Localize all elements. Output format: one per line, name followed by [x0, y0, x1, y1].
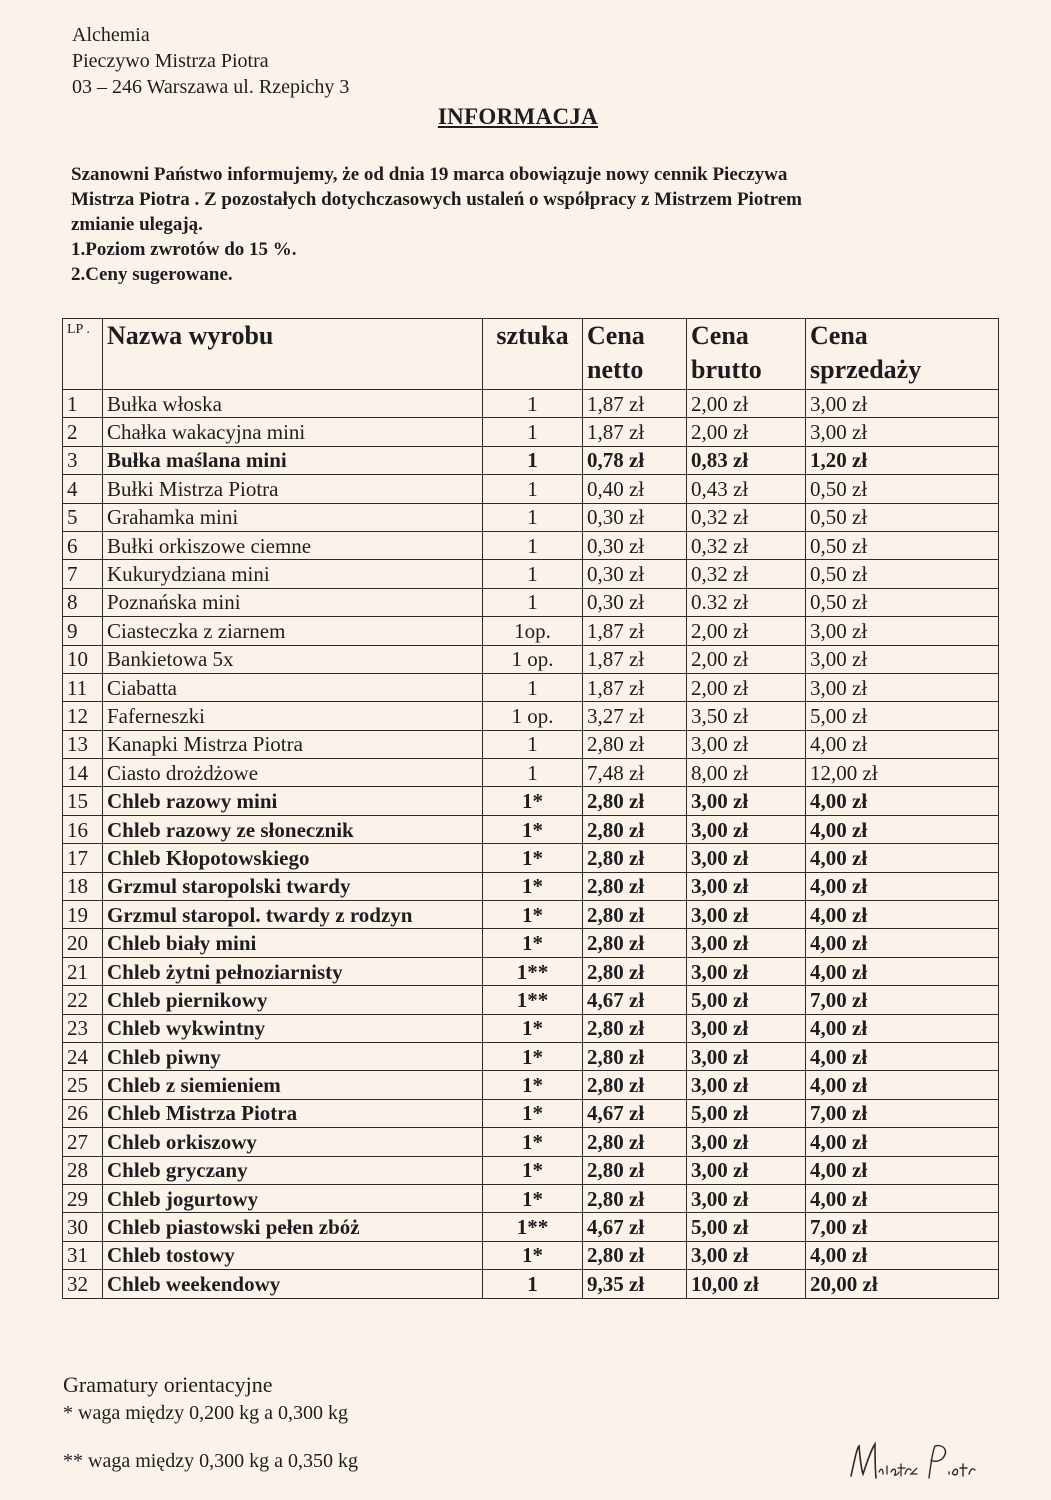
table-row [63, 1128, 999, 1156]
cell-lp: 32 [63, 1270, 103, 1298]
cell-name: Ciasteczka z ziarnem [103, 617, 483, 645]
table-row [63, 446, 999, 474]
cell-lp: 18 [63, 872, 103, 900]
cell-unit: 1** [483, 957, 583, 985]
cell-gross-price: 3,00 zł [687, 844, 806, 872]
cell-gross-price: 3,00 zł [687, 730, 806, 758]
cell-net-price: 0,30 zł [583, 560, 687, 588]
cell-net-price: 0,30 zł [583, 503, 687, 531]
cell-gross-price: 3,00 zł [687, 1128, 806, 1156]
cell-unit: 1 [483, 475, 583, 503]
cell-unit: 1* [483, 929, 583, 957]
cell-lp: 11 [63, 673, 103, 701]
cell-gross-price: 8,00 zł [687, 759, 806, 787]
cell-net-price: 1,87 zł [583, 645, 687, 673]
cell-sale-price: 0,50 zł [806, 531, 999, 559]
cell-name: Chleb razowy ze słonecznik [103, 815, 483, 843]
table-row [63, 1184, 999, 1212]
cell-gross-price: 0,32 zł [687, 531, 806, 559]
cell-sale-price: 3,00 zł [806, 617, 999, 645]
table-row [63, 1213, 999, 1241]
price-table [62, 318, 999, 1299]
table-row [63, 844, 999, 872]
cell-unit: 1* [483, 1071, 583, 1099]
cell-unit: 1 [483, 730, 583, 758]
cell-lp: 3 [63, 446, 103, 474]
cell-unit: 1* [483, 1042, 583, 1070]
cell-net-price: 2,80 zł [583, 1184, 687, 1212]
cell-net-price: 7,48 zł [583, 759, 687, 787]
cell-sale-price: 4,00 zł [806, 1014, 999, 1042]
cell-name: Bułka maślana mini [103, 446, 483, 474]
cell-unit: 1** [483, 986, 583, 1014]
cell-name: Chleb orkiszowy [103, 1128, 483, 1156]
cell-gross-price: 3,50 zł [687, 702, 806, 730]
header-gross-line1: Cena [691, 321, 749, 350]
table-row [63, 901, 999, 929]
cell-unit: 1 [483, 503, 583, 531]
cell-sale-price: 4,00 zł [806, 1042, 999, 1070]
signature-image [845, 1438, 980, 1486]
cell-name: Chleb Kłopotowskiego [103, 844, 483, 872]
cell-unit: 1 [483, 560, 583, 588]
cell-lp: 22 [63, 986, 103, 1014]
cell-sale-price: 7,00 zł [806, 986, 999, 1014]
cell-gross-price: 3,00 zł [687, 929, 806, 957]
cell-name: Chleb piernikowy [103, 986, 483, 1014]
header-sale-line2: sprzedaży [810, 355, 922, 384]
table-row [63, 390, 999, 418]
cell-net-price: 2,80 zł [583, 1156, 687, 1184]
cell-name: Bułka włoska [103, 390, 483, 418]
table-row [63, 872, 999, 900]
cell-sale-price: 12,00 zł [806, 759, 999, 787]
footer-note-1: * waga między 0,200 kg a 0,300 kg [63, 1402, 348, 1424]
table-row [63, 759, 999, 787]
table-body [63, 390, 999, 1299]
footer-heading: Gramatury orientacyjne [63, 1372, 273, 1397]
cell-lp: 5 [63, 503, 103, 531]
cell-net-price: 0,30 zł [583, 531, 687, 559]
cell-sale-price: 4,00 zł [806, 787, 999, 815]
cell-net-price: 2,80 zł [583, 1042, 687, 1070]
cell-gross-price: 2,00 zł [687, 390, 806, 418]
cell-gross-price: 0,83 zł [687, 446, 806, 474]
header-net-line2: netto [587, 355, 644, 384]
cell-unit: 1* [483, 1156, 583, 1184]
cell-name: Bankietowa 5x [103, 645, 483, 673]
intro-line-1: Szanowni Państwo informujemy, że od dnia 19 marca obowiązuje nowy cennik Pieczywa [71, 164, 788, 185]
cell-sale-price: 3,00 zł [806, 418, 999, 446]
cell-name: Chleb razowy mini [103, 787, 483, 815]
cell-sale-price: 4,00 zł [806, 872, 999, 900]
header-gross-line2: brutto [691, 355, 762, 384]
cell-unit: 1* [483, 901, 583, 929]
cell-name: Grzmul staropol. twardy z rodzyn [103, 901, 483, 929]
cell-sale-price: 3,00 zł [806, 390, 999, 418]
cell-lp: 25 [63, 1071, 103, 1099]
cell-gross-price: 0,43 zł [687, 475, 806, 503]
cell-sale-price: 3,00 zł [806, 645, 999, 673]
cell-net-price: 1,87 zł [583, 390, 687, 418]
cell-gross-price: 0.32 zł [687, 588, 806, 616]
cell-net-price: 4,67 zł [583, 986, 687, 1014]
table-row [63, 702, 999, 730]
table-row [63, 503, 999, 531]
cell-unit: 1 op. [483, 702, 583, 730]
cell-unit: 1 [483, 418, 583, 446]
cell-name: Chleb z siemieniem [103, 1071, 483, 1099]
cell-net-price: 2,80 zł [583, 787, 687, 815]
cell-unit: 1* [483, 872, 583, 900]
cell-sale-price: 0,50 zł [806, 475, 999, 503]
cell-sale-price: 4,00 zł [806, 1071, 999, 1099]
header-name: Nazwa wyrobu [103, 319, 483, 390]
cell-net-price: 2,80 zł [583, 901, 687, 929]
cell-unit: 1 [483, 446, 583, 474]
cell-sale-price: 7,00 zł [806, 1099, 999, 1127]
header-net-line1: Cena [587, 321, 645, 350]
cell-sale-price: 4,00 zł [806, 1156, 999, 1184]
cell-lp: 27 [63, 1128, 103, 1156]
cell-unit: 1 [483, 673, 583, 701]
company-address [72, 22, 349, 100]
cell-gross-price: 3,00 zł [687, 1042, 806, 1070]
table-row [63, 1014, 999, 1042]
cell-lp: 14 [63, 759, 103, 787]
cell-sale-price: 20,00 zł [806, 1270, 999, 1298]
cell-sale-price: 0,50 zł [806, 503, 999, 531]
table-row [63, 588, 999, 616]
cell-sale-price: 1,20 zł [806, 446, 999, 474]
table-row [63, 418, 999, 446]
cell-gross-price: 2,00 zł [687, 418, 806, 446]
cell-gross-price: 3,00 zł [687, 815, 806, 843]
cell-name: Ciabatta [103, 673, 483, 701]
cell-lp: 31 [63, 1241, 103, 1269]
cell-name: Chałka wakacyjna mini [103, 418, 483, 446]
cell-unit: 1* [483, 1014, 583, 1042]
header-gross [687, 319, 806, 390]
cell-lp: 10 [63, 645, 103, 673]
cell-sale-price: 0,50 zł [806, 588, 999, 616]
cell-sale-price: 4,00 zł [806, 1184, 999, 1212]
table-row [63, 1071, 999, 1099]
cell-unit: 1** [483, 1213, 583, 1241]
intro-line-3: zmianie ulegają. [71, 214, 203, 235]
cell-net-price: 1,87 zł [583, 617, 687, 645]
cell-unit: 1 [483, 759, 583, 787]
cell-lp: 15 [63, 787, 103, 815]
cell-name: Chleb piastowski pełen zbóż [103, 1213, 483, 1241]
cell-sale-price: 4,00 zł [806, 929, 999, 957]
cell-lp: 21 [63, 957, 103, 985]
cell-gross-price: 3,00 zł [687, 901, 806, 929]
cell-sale-price: 4,00 zł [806, 957, 999, 985]
cell-sale-price: 5,00 zł [806, 702, 999, 730]
cell-sale-price: 4,00 zł [806, 1241, 999, 1269]
footer-note-2: ** waga między 0,300 kg a 0,350 kg [63, 1450, 358, 1472]
cell-name: Grahamka mini [103, 503, 483, 531]
cell-gross-price: 5,00 zł [687, 986, 806, 1014]
cell-net-price: 1,87 zł [583, 418, 687, 446]
cell-name: Poznańska mini [103, 588, 483, 616]
cell-sale-price: 4,00 zł [806, 730, 999, 758]
cell-net-price: 4,67 zł [583, 1099, 687, 1127]
cell-net-price: 2,80 zł [583, 1071, 687, 1099]
cell-lp: 7 [63, 560, 103, 588]
table-row [63, 531, 999, 559]
cell-name: Chleb żytni pełnoziarnisty [103, 957, 483, 985]
table-row [63, 645, 999, 673]
cell-name: Kanapki Mistrza Piotra [103, 730, 483, 758]
header-unit: sztuka [483, 319, 583, 390]
table-row [63, 560, 999, 588]
cell-lp: 13 [63, 730, 103, 758]
cell-net-price: 3,27 zł [583, 702, 687, 730]
cell-lp: 16 [63, 815, 103, 843]
cell-net-price: 4,67 zł [583, 1213, 687, 1241]
table-row [63, 673, 999, 701]
table-row [63, 475, 999, 503]
cell-net-price: 0,78 zł [583, 446, 687, 474]
cell-name: Chleb Mistrza Piotra [103, 1099, 483, 1127]
header-net [583, 319, 687, 390]
cell-lp: 12 [63, 702, 103, 730]
cell-name: Chleb gryczany [103, 1156, 483, 1184]
cell-sale-price: 7,00 zł [806, 1213, 999, 1241]
cell-lp: 23 [63, 1014, 103, 1042]
cell-net-price: 2,80 zł [583, 929, 687, 957]
cell-lp: 30 [63, 1213, 103, 1241]
cell-lp: 26 [63, 1099, 103, 1127]
table-header-row [63, 319, 999, 390]
cell-name: Chleb tostowy [103, 1241, 483, 1269]
cell-name: Chleb weekendowy [103, 1270, 483, 1298]
intro-line-4: 1.Poziom zwrotów do 15 %. [71, 239, 297, 260]
cell-unit: 1op. [483, 617, 583, 645]
cell-unit: 1* [483, 1128, 583, 1156]
cell-gross-price: 3,00 zł [687, 1156, 806, 1184]
cell-sale-price: 3,00 zł [806, 673, 999, 701]
cell-gross-price: 2,00 zł [687, 617, 806, 645]
cell-lp: 24 [63, 1042, 103, 1070]
table-row [63, 1156, 999, 1184]
cell-unit: 1* [483, 1184, 583, 1212]
cell-name: Ciasto drożdżowe [103, 759, 483, 787]
cell-lp: 6 [63, 531, 103, 559]
header-sale [806, 319, 999, 390]
cell-net-price: 9,35 zł [583, 1270, 687, 1298]
intro-line-5: 2.Ceny sugerowane. [71, 264, 233, 285]
cell-name: Chleb biały mini [103, 929, 483, 957]
cell-gross-price: 3,00 zł [687, 1071, 806, 1099]
table-row [63, 730, 999, 758]
cell-unit: 1 [483, 390, 583, 418]
intro-line-2: Mistrza Piotra . Z pozostałych dotychczasowych ustaleń o współpracy z Mistrzem Piotrem [71, 189, 803, 210]
cell-name: Bułki Mistrza Piotra [103, 475, 483, 503]
cell-name: Chleb wykwintny [103, 1014, 483, 1042]
table-row [63, 986, 999, 1014]
cell-net-price: 2,80 zł [583, 957, 687, 985]
table-row [63, 1042, 999, 1070]
cell-net-price: 2,80 zł [583, 872, 687, 900]
cell-name: Kukurydziana mini [103, 560, 483, 588]
cell-unit: 1 [483, 588, 583, 616]
table-row [63, 1241, 999, 1269]
cell-name: Faferneszki [103, 702, 483, 730]
cell-unit: 1* [483, 1099, 583, 1127]
cell-lp: 2 [63, 418, 103, 446]
cell-net-price: 2,80 zł [583, 844, 687, 872]
intro-text [71, 162, 971, 287]
cell-sale-price: 4,00 zł [806, 901, 999, 929]
cell-unit: 1 op. [483, 645, 583, 673]
header-sale-line1: Cena [810, 321, 868, 350]
cell-gross-price: 2,00 zł [687, 645, 806, 673]
cell-name: Bułki orkiszowe ciemne [103, 531, 483, 559]
table-row [63, 617, 999, 645]
cell-sale-price: 4,00 zł [806, 815, 999, 843]
cell-name: Chleb piwny [103, 1042, 483, 1070]
cell-unit: 1* [483, 844, 583, 872]
cell-gross-price: 3,00 zł [687, 1241, 806, 1269]
cell-net-price: 2,80 zł [583, 1128, 687, 1156]
cell-gross-price: 5,00 zł [687, 1213, 806, 1241]
cell-gross-price: 3,00 zł [687, 1184, 806, 1212]
table-row [63, 787, 999, 815]
cell-sale-price: 4,00 zł [806, 1128, 999, 1156]
cell-unit: 1 [483, 531, 583, 559]
cell-gross-price: 0,32 zł [687, 560, 806, 588]
cell-gross-price: 2,00 zł [687, 673, 806, 701]
address-line-3: 03 – 246 Warszawa ul. Rzepichy 3 [72, 76, 350, 98]
cell-lp: 8 [63, 588, 103, 616]
cell-gross-price: 3,00 zł [687, 1014, 806, 1042]
table-row [63, 929, 999, 957]
table-row [63, 815, 999, 843]
cell-unit: 1 [483, 1270, 583, 1298]
table-row [63, 957, 999, 985]
document-title: INFORMACJA [437, 104, 599, 129]
cell-lp: 20 [63, 929, 103, 957]
cell-net-price: 1,87 zł [583, 673, 687, 701]
cell-gross-price: 5,00 zł [687, 1099, 806, 1127]
cell-lp: 4 [63, 475, 103, 503]
cell-name: Grzmul staropolski twardy [103, 872, 483, 900]
cell-lp: 28 [63, 1156, 103, 1184]
cell-unit: 1* [483, 815, 583, 843]
cell-gross-price: 0,32 zł [687, 503, 806, 531]
table-row [63, 1099, 999, 1127]
cell-gross-price: 10,00 zł [687, 1270, 806, 1298]
address-line-1: Alchemia [72, 24, 150, 46]
cell-lp: 1 [63, 390, 103, 418]
cell-lp: 17 [63, 844, 103, 872]
cell-unit: 1* [483, 787, 583, 815]
cell-net-price: 2,80 zł [583, 1241, 687, 1269]
cell-gross-price: 3,00 zł [687, 872, 806, 900]
cell-name: Chleb jogurtowy [103, 1184, 483, 1212]
cell-sale-price: 0,50 zł [806, 560, 999, 588]
cell-sale-price: 4,00 zł [806, 844, 999, 872]
cell-net-price: 2,80 zł [583, 730, 687, 758]
address-line-2: Pieczywo Mistrza Piotra [72, 50, 269, 72]
cell-net-price: 0,40 zł [583, 475, 687, 503]
cell-net-price: 0,30 zł [583, 588, 687, 616]
cell-lp: 19 [63, 901, 103, 929]
table-row [63, 1270, 999, 1298]
cell-lp: 9 [63, 617, 103, 645]
cell-gross-price: 3,00 zł [687, 787, 806, 815]
header-lp: LP . [63, 319, 103, 390]
cell-gross-price: 3,00 zł [687, 957, 806, 985]
cell-net-price: 2,80 zł [583, 815, 687, 843]
cell-unit: 1* [483, 1241, 583, 1269]
cell-lp: 29 [63, 1184, 103, 1212]
cell-net-price: 2,80 zł [583, 1014, 687, 1042]
